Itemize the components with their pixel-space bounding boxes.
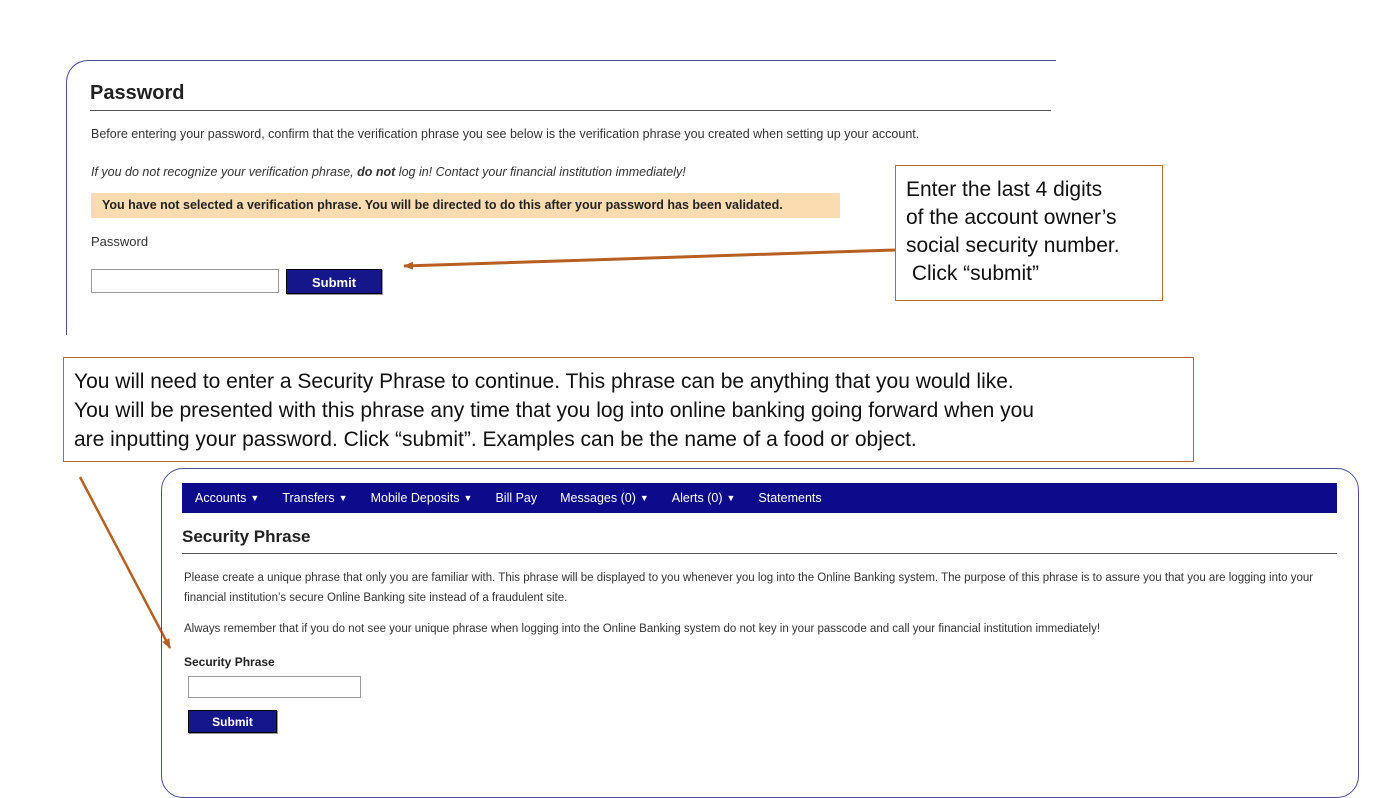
verification-warning-banner: You have not selected a verification phrase. You will be directed to do this after your password has been validated. [91,193,840,218]
title-divider [90,110,1051,111]
password-input[interactable] [91,269,279,293]
nav-mobile-deposits[interactable]: Mobile Deposits ▼ [370,491,473,505]
title-divider [182,553,1337,554]
callout-line: You will be presented with this phrase any time that you log into online banking going forward when you [74,399,1034,422]
security-phrase-description: Please create a unique phrase that only you are familiar with. This phrase will be displayed to you whenever you log into the Online Banking system. The purpose of this phrase is to assure you that you are logging into your financial institution’s secure Online Banking site instead of a fraudulent site. [184,572,1314,604]
nav-messages[interactable]: Messages (0) ▼ [560,491,649,505]
password-submit-button[interactable]: Submit [286,269,382,294]
password-caution-text: If you do not recognize your verification phrase, do not log in! Contact your financial institution immediately! [91,165,686,179]
chevron-down-icon: ▼ [726,493,736,503]
security-phrase-title: Security Phrase [182,527,311,546]
security-phrase-instruction-callout [63,357,1194,462]
nav-bill-pay[interactable]: Bill Pay [495,491,538,505]
chevron-down-icon: ▼ [639,493,649,503]
callout-line: are inputting your password. Click “submit”. Examples can be the name of a food or object. [74,428,917,451]
chevron-down-icon: ▼ [338,493,348,503]
password-label: Password [91,234,149,249]
callout-line: Click “submit” [906,262,1040,285]
arrow-to-security-phrase-field [80,477,170,648]
password-title: Password [90,82,185,104]
security-phrase-label: Security Phrase [184,655,275,669]
password-instruction-callout [895,165,1163,301]
nav-transfers[interactable]: Transfers ▼ [282,491,348,505]
security-phrase-input[interactable] [188,676,361,698]
nav-statements[interactable]: Statements [758,491,822,505]
chevron-down-icon: ▼ [250,493,260,503]
security-phrase-reminder: Always remember that if you do not see your unique phrase when logging into the Online Banking system do not key in your passcode and call your financial institution immediately! [184,623,1101,635]
callout-line: Enter the last 4 digits [906,178,1103,201]
callout-line: of the account owner’s [906,206,1117,229]
callout-line: You will need to enter a Security Phrase to continue. This phrase can be anything that you would like. [74,370,1014,393]
nav-accounts[interactable]: Accounts ▼ [195,491,260,505]
nav-alerts[interactable]: Alerts (0) ▼ [671,491,736,505]
password-intro-text: Before entering your password, confirm that the verification phrase you see below is the verification phrase you created when setting up your account. [91,127,920,141]
top-navigation-bar [182,483,1337,513]
security-phrase-submit-button[interactable]: Submit [188,710,277,733]
chevron-down-icon: ▼ [463,493,473,503]
caution-emphasis: do not [357,165,396,179]
callout-line: social security number. [906,234,1120,257]
